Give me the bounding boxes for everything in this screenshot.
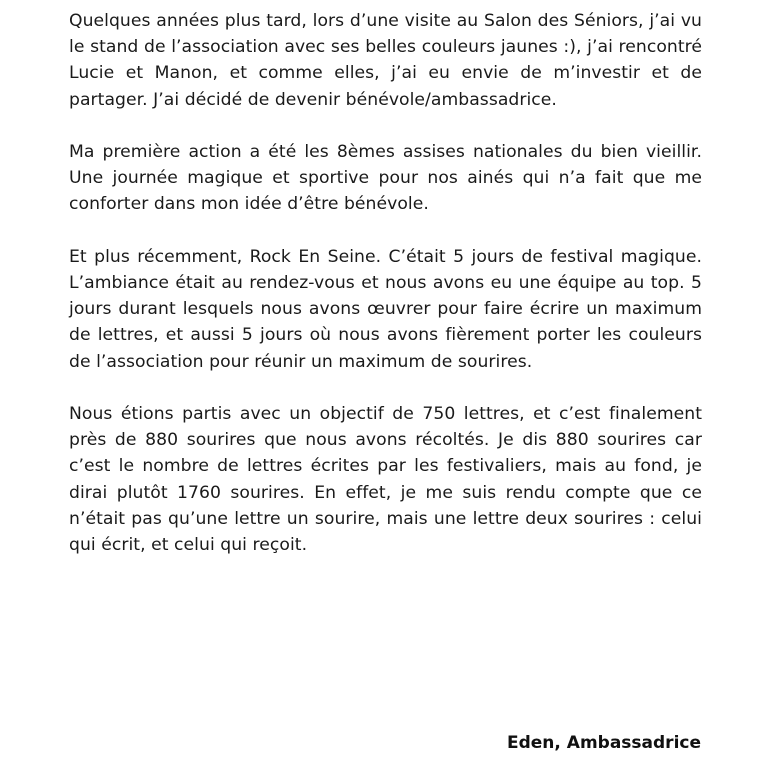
paragraph-first-action: Ma première action a été les 8èmes assises nationales du bien vieillir. Une journée magique et sportive pour nos ainés qui n’a fait que me conforter dans mon idée d’être bénévole.	[69, 142, 702, 215]
document-body	[69, 8, 702, 584]
paragraph-rock-en-seine: Et plus récemment, Rock En Seine. C’était 5 jours de festival magique. L’ambiance était au rendez-vous et nous avons eu une équipe au top. 5 jours durant lesquels nous avons œuvrer pour faire écrire un maximum de lettres, et aussi 5 jours où nous avons fièrement porter les couleurs de l’association pour réunir un maximum de sourires.	[69, 246, 702, 372]
paragraph-salon-seniors: Quelques années plus tard, lors d’une visite au Salon des Séniors, j’ai vu le stand de l’association avec ses belles couleurs jaunes :), j’ai rencontré Lucie et Manon, et comme elles, j’ai eu envie de m’investir et de partager. J’ai décidé de devenir bénévole/ambassadrice.	[69, 11, 702, 110]
signature: Eden, Ambassadrice	[507, 733, 701, 753]
paragraph-objective: Nous étions partis avec un objectif de 750 lettres, et c’est finalement près de 880 sourires que nous avons récoltés. Je dis 880 sourires car c’est le nombre de lettres écrites par les festivaliers, mais au fond, je dirai plutôt 1760 sourires. En effet, je me suis rendu compte que ce n’était pas qu’une lettre un sourire, mais une lettre deux sourires : celui qui écrit, et celui qui reçoit.	[69, 404, 702, 556]
